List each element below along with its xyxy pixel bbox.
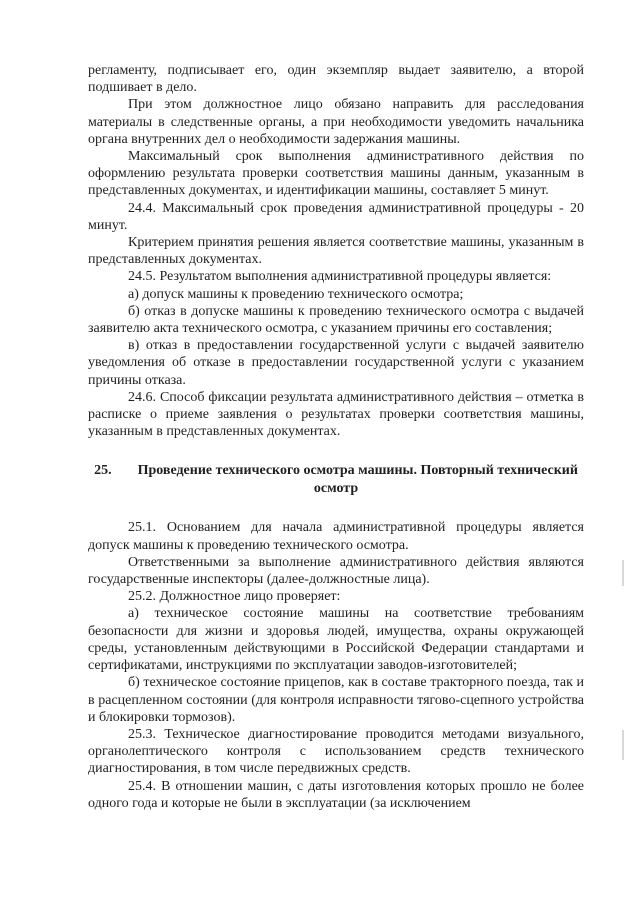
paragraph: а) допуск машины к проведению технического осмотра;	[128, 286, 464, 302]
paragraph: в) отказ в предоставлении государственной услуги с выдачей заявителю уведомления об отказе в предоставлении государственной услуги с указанием причины отказа.	[88, 338, 584, 388]
paragraph: 24.5. Результатом выполнения административной процедуры является:	[128, 269, 552, 285]
paragraph: б) техническое состояние прицепов, как в составе тракторного поезда, так и в расцепленном состоянии (для контроля исправности тягово-сцепного устройства и блокировки тормозов).	[88, 675, 584, 725]
paragraph: 25.2. Должностное лицо проверяет:	[128, 589, 341, 605]
section-number: 25.	[94, 463, 112, 479]
paragraph: регламенту, подписывает его, один экземпляр выдает заявителю, а второй подшивает в дело.	[88, 63, 584, 96]
section-heading	[88, 462, 584, 497]
scan-edge-mark	[622, 560, 624, 586]
paragraph: 24.4. Максимальный срок проведения административной процедуры - 20 минут.	[88, 200, 584, 233]
paragraph: 25.3. Техническое диагностирование проводится методами визуального, органолептического контроля с использованием средств технического диагностирования, в том числе передвижных средств.	[88, 726, 584, 777]
paragraph: 25.1. Основанием для начала административной процедуры является допуск машины к проведению технического осмотра.	[88, 520, 584, 553]
paragraph: Критерием принятия решения является соответствие машины, указанным в представленных документах.	[88, 235, 584, 268]
section-title: Проведение технического осмотра машины. Повторный технический осмотр	[137, 463, 578, 496]
paragraph: а) техническое состояние машины на соответствие требованиям безопасности для жизни и здоровья людей, имущества, охраны окружающей среды, установленным действующими в Российской Федерации стандартами и сертификатами, инструкциями по эксплуатации заводов-изготовителей;	[88, 606, 584, 674]
paragraph: Максимальный срок выполнения административного действия по оформлению результата проверки соответствия машины данным, указанным в представленных документах, и идентификации машины, составляет 5 минут.	[88, 149, 584, 199]
paragraph: При этом должностное лицо обязано направить для расследования материалы в следственные органы, а при необходимости уведомить начальника органа внутренних дел о необходимости задержания машины.	[88, 97, 584, 147]
document-body	[88, 62, 584, 812]
paragraph: 24.6. Способ фиксации результата административного действия – отметка в расписке о приеме заявления о результатах проверки соответствия машины, указанным в представленных документах.	[88, 389, 584, 440]
paragraph: б) отказ в допуске машины к проведению технического осмотра с выдачей заявителю акта технического осмотра, с указанием причины его составления;	[88, 303, 584, 337]
paragraph: Ответственными за выполнение административного действия являются государственные инспекторы (далее-должностные лица).	[88, 554, 584, 588]
scan-edge-mark	[622, 730, 624, 760]
paragraph: 25.4. В отношении машин, с даты изготовления которых прошло не более одного года и которые не были в эксплуатации (за исключением	[88, 778, 584, 811]
